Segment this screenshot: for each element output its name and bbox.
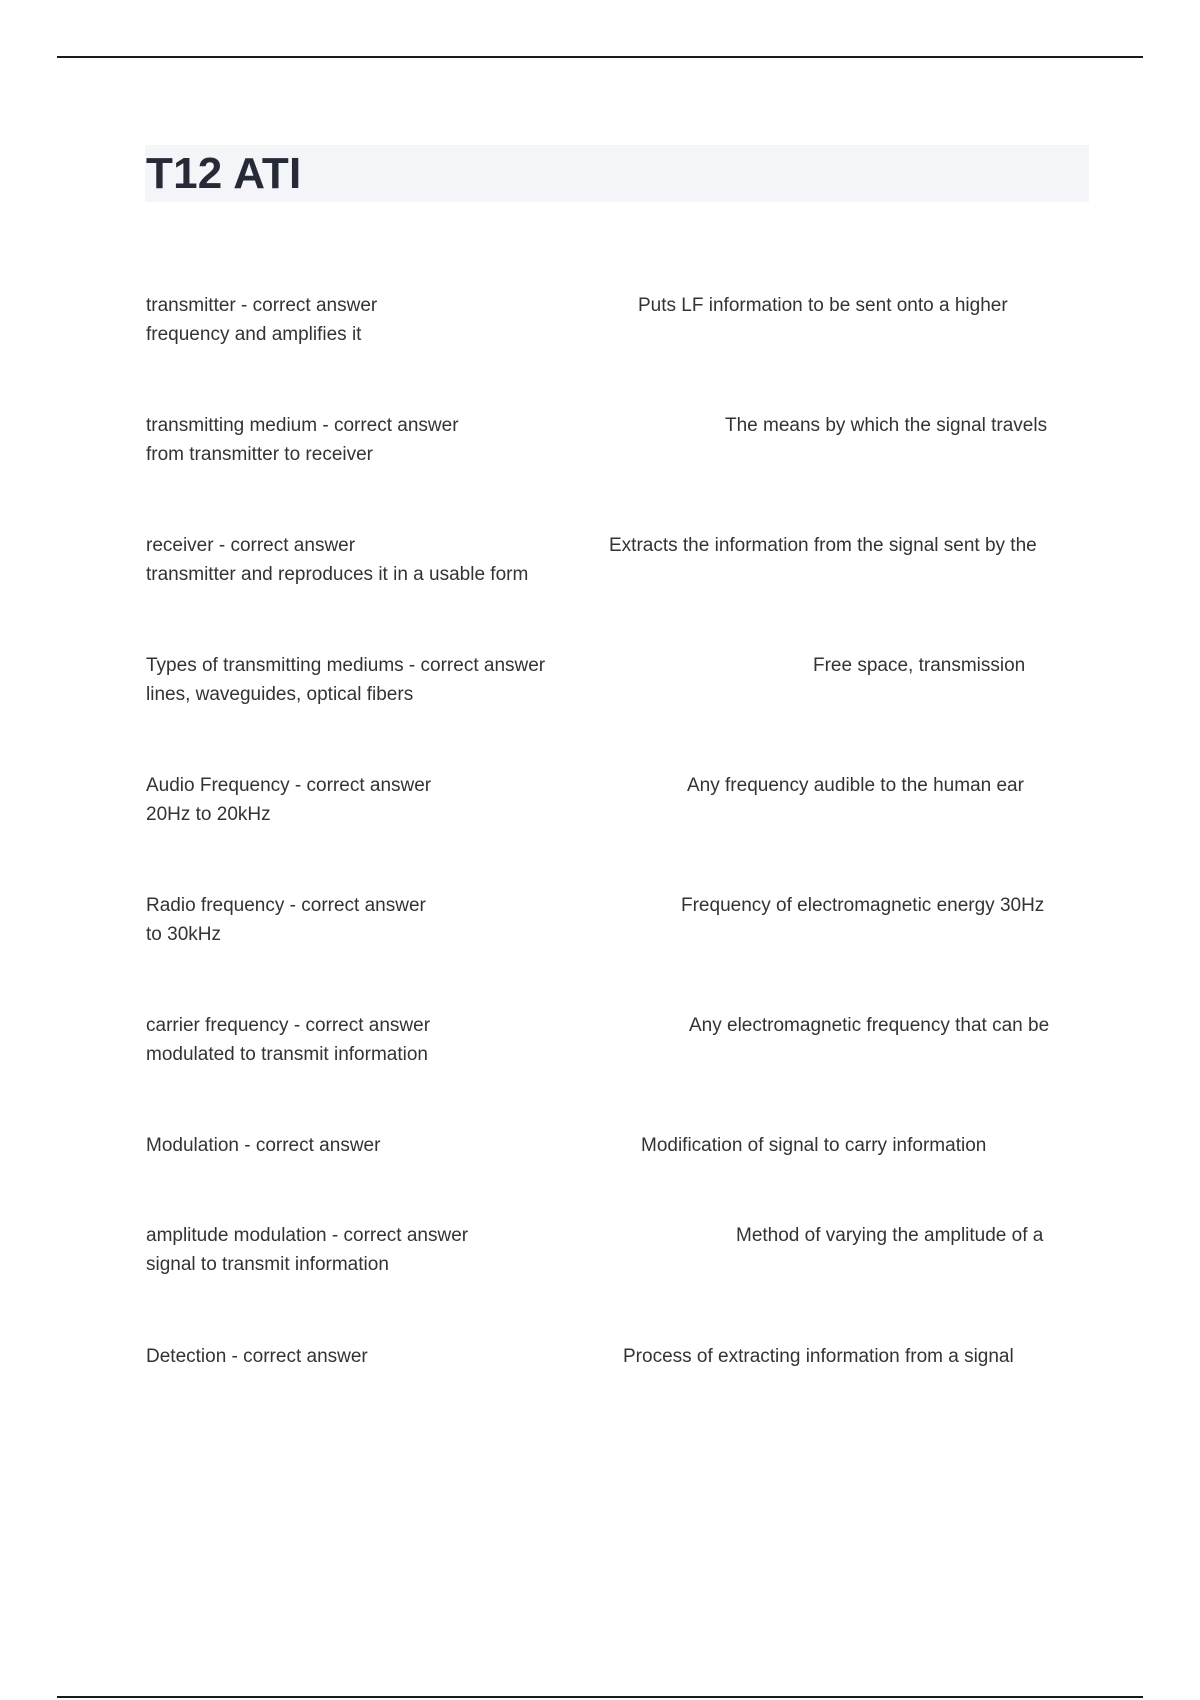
card-definition-continued: frequency and amplifies it (146, 324, 362, 345)
card-term: Modulation - correct answer (146, 1135, 381, 1156)
card-definition-continued: lines, waveguides, optical fibers (146, 684, 414, 705)
flashcard-radio-frequency (146, 891, 1086, 949)
card-definition: Extracts the information from the signal sent by the (609, 535, 1037, 556)
card-term: transmitter - correct answer (146, 295, 378, 316)
bottom-divider (57, 1696, 1143, 1698)
card-definition-continued: modulated to transmit information (146, 1044, 428, 1065)
card-term: Audio Frequency - correct answer (146, 775, 432, 796)
card-definition: Any frequency audible to the human ear (687, 775, 1024, 796)
card-definition: Modification of signal to carry information (641, 1135, 987, 1156)
card-term: Radio frequency - correct answer (146, 895, 426, 916)
card-definition: Process of extracting information from a signal (623, 1346, 1014, 1367)
card-term: carrier frequency - correct answer (146, 1015, 431, 1036)
card-definition: Method of varying the amplitude of a (736, 1225, 1044, 1246)
card-term: amplitude modulation - correct answer (146, 1225, 469, 1246)
card-definition: The means by which the signal travels (725, 415, 1048, 436)
top-divider (57, 56, 1143, 58)
flashcard-transmitter (146, 291, 1086, 349)
card-definition-continued: transmitter and reproduces it in a usable form (146, 564, 529, 585)
card-term: receiver - correct answer (146, 535, 356, 556)
card-term: transmitting medium - correct answer (146, 415, 459, 436)
flashcard-modulation (146, 1131, 1086, 1160)
flashcard-audio-frequency (146, 771, 1086, 829)
card-definition: Free space, transmission (813, 655, 1026, 676)
card-definition: Any electromagnetic frequency that can be (689, 1015, 1050, 1036)
card-definition-continued: 20Hz to 20kHz (146, 804, 271, 825)
card-definition-continued: from transmitter to receiver (146, 444, 373, 465)
flashcard-amplitude-modulation (146, 1221, 1086, 1279)
card-term: Detection - correct answer (146, 1346, 368, 1367)
flashcard-carrier-frequency (146, 1011, 1086, 1069)
flashcard-detection (146, 1342, 1086, 1371)
card-definition: Puts LF information to be sent onto a higher (638, 295, 1008, 316)
card-definition-continued: signal to transmit information (146, 1254, 389, 1275)
card-term: Types of transmitting mediums - correct answer (146, 655, 546, 676)
flashcard-transmitting-medium (146, 411, 1086, 469)
flashcard-receiver (146, 531, 1086, 589)
card-definition-continued: to 30kHz (146, 924, 221, 945)
page-title: T12 ATI (146, 149, 302, 198)
card-definition: Frequency of electromagnetic energy 30Hz (681, 895, 1045, 916)
flashcard-types-of-mediums (146, 651, 1086, 709)
